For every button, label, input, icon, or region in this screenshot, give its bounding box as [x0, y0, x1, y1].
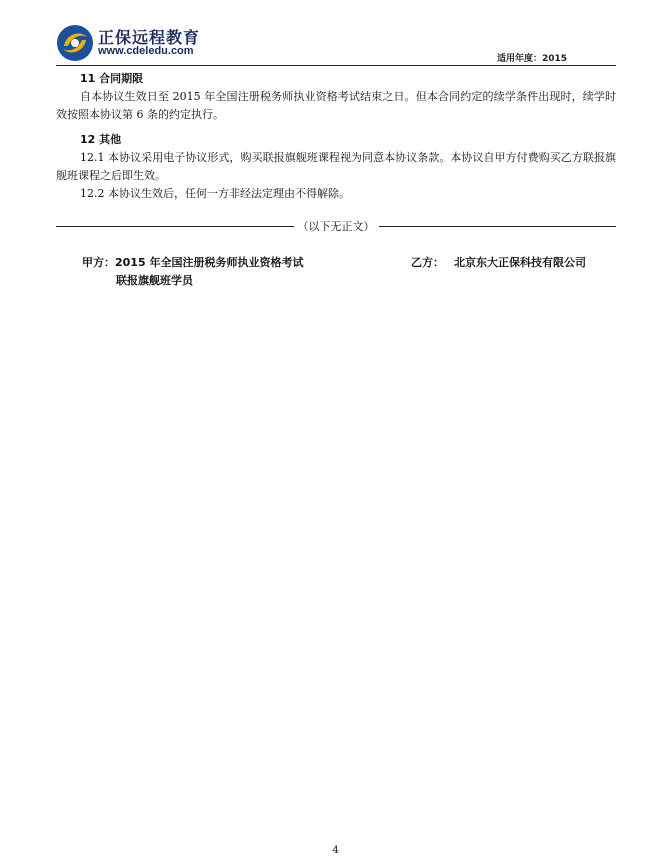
page-number: 4: [332, 845, 339, 856]
party-b-signature: [411, 254, 586, 272]
cdeledu-logo-icon: [56, 24, 94, 62]
party-b-label: 乙方：: [411, 256, 444, 269]
section-heading: 12 其他: [80, 133, 122, 146]
end-of-text-label: （以下无正文）: [297, 220, 375, 233]
divider-line-right: [379, 226, 617, 227]
brand-url[interactable]: www.cdeledu.com: [98, 45, 194, 57]
section-paragraph: 自本协议生效日至 2015 年全国注册税务师执业资格考试结束之日。但本合同约定的续学条件出现时，续学时效按照本协议第 6 条的约定执行。: [56, 90, 616, 121]
end-of-text-divider: [56, 219, 616, 233]
brand-name: 正保远程教育: [98, 28, 201, 47]
party-a-label: 甲方：: [82, 256, 115, 269]
applicable-year-label: 适用年度：2015: [497, 54, 568, 64]
section-11: [56, 70, 616, 124]
party-a-signature: [82, 254, 303, 290]
party-a-line1: 2015 年全国注册税务师执业资格考试: [115, 256, 304, 269]
party-b-name: 北京东大正保科技有限公司: [454, 256, 586, 269]
divider-line-left: [56, 226, 294, 227]
clause-12-1: 12.1 本协议采用电子协议形式，购买联报旗舰班课程视为同意本协议条款。本协议自甲方付费购买乙方联报旗舰班课程之后即生效。: [56, 151, 616, 182]
section-heading: 11 合同期限: [80, 72, 144, 85]
section-12: [56, 131, 616, 203]
clause-12-2: 12.2 本协议生效后，任何一方非经法定理由不得解除。: [80, 187, 350, 200]
header-divider: [56, 65, 616, 66]
party-a-line2: 联报旗舰班学员: [116, 274, 193, 287]
